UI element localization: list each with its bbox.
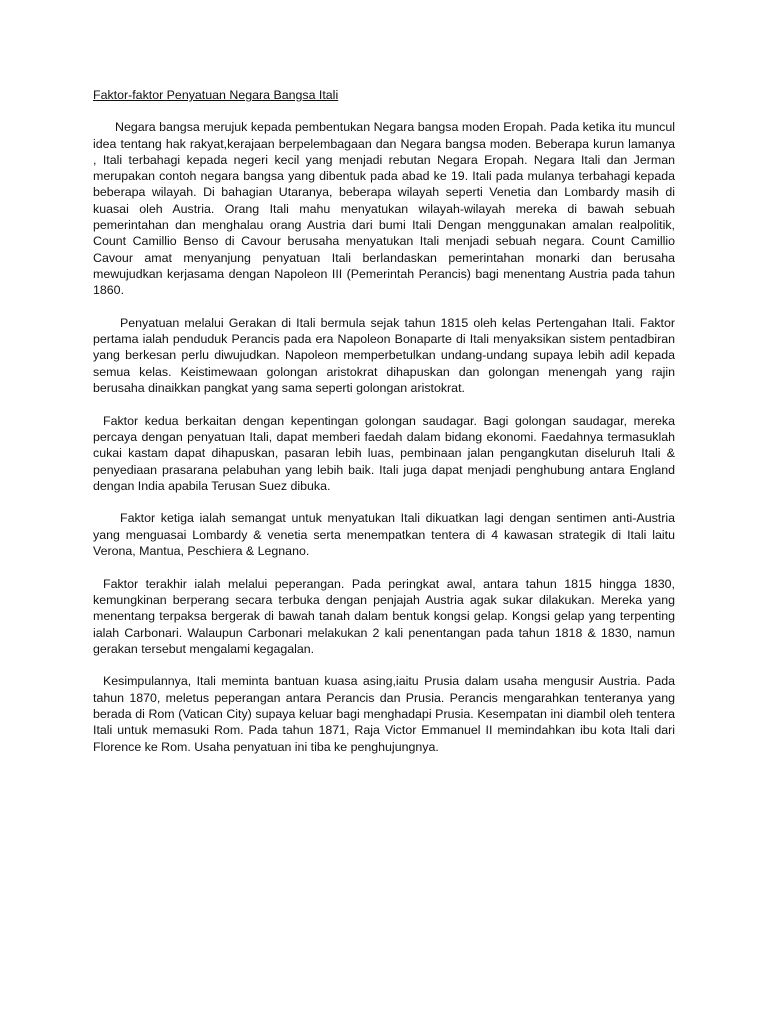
paragraph-first-factor: Penyatuan melalui Gerakan di Itali bermula sejak tahun 1815 oleh kelas Pertengahan Itali. Faktor pertama ialah penduduk Perancis pada era Napoleon Bonaparte di Itali menyaksikan sistem pentadbiran yang berkesan perlu diwujudkan. Napoleon memperbetulkan undang-undang supaya lebih adil kepada semua kelas. Keistimewaan golongan aristokrat dihapuskan dan golongan menengah yang rajin berusaha dinaikkan pangkat yang sama seperti golongan aristokrat.	[93, 315, 675, 396]
document-body	[93, 87, 675, 771]
paragraph-introduction: Negara bangsa merujuk kepada pembentukan Negara bangsa moden Eropah. Pada ketika itu muncul idea tentang hak rakyat,kerajaan berpelembagaan dan Negara bangsa moden. Beberapa kurun lamanya , Itali terbahagi kepada negeri kecil yang menjadi rebutan Negara Eropah. Negara Itali dan Jerman merupakan contoh negara bangsa yang dibentuk pada abad ke 19. Itali pada mulanya terbahagi kepada beberapa wilayah. Di bahagian Utaranya, beberapa wilayah seperti Venetia dan Lombardy masih di kuasai oleh Austria. Orang Itali mahu menyatukan wilayah-wilayah mereka di bawah sebuah pemerintahan dan menghalau orang Austria dari bumi Itali Dengan menggunakan amalan realpolitik, Count Camillio Benso di Cavour berusaha menyatukan Itali menjadi sebuah negara. Count Camillio Cavour amat menyanjung penyatuan Itali berlandaskan pemerintahan monarki dan berusaha mewujudkan kerjasama dengan Napoleon III (Pemerintah Perancis) bagi menentang Austria pada tahun 1860.	[93, 120, 675, 298]
document-title: Faktor-faktor Penyatuan Negara Bangsa Itali	[93, 88, 339, 102]
paragraph-final-factor: Faktor terakhir ialah melalui peperangan. Pada peringkat awal, antara tahun 1815 hingga 1830, kemungkinan berperang secara terbuka dengan penjajah Austria agak sukar dilakukan. Mereka yang menentang terpaksa bergerak di bawah tanah dalam bentuk kongsi gelap. Kongsi gelap yang terpenting ialah Carbonari. Walaupun Carbonari melakukan 2 kali penentangan pada tahun 1818 & 1830, namun gerakan tersebut mengalami kegagalan.	[93, 576, 675, 656]
paragraph-second-factor: Faktor kedua berkaitan dengan kepentingan golongan saudagar. Bagi golongan saudagar, mereka percaya dengan penyatuan Itali, dapat memberi faedah dalam bidang ekonomi. Faedahnya termasuklah cukai kastam dapat dihapuskan, pasaran lebih luas, pembinaan jalan pengangkutan diseluruh Itali & penyediaan prasarana pelabuhan yang lebih baik. Itali juga dapat menjadi penghubung antara England dengan India apabila Terusan Suez dibuka.	[93, 413, 675, 493]
paragraph-conclusion: Kesimpulannya, Itali meminta bantuan kuasa asing,iaitu Prusia dalam usaha mengusir Austria. Pada tahun 1870, meletus peperangan antara Perancis dan Prusia. Perancis mengarahkan tenteranya yang berada di Rom (Vatican City) supaya keluar bagi menghadapi Prusia. Kesempatan ini diambil oleh tentera Itali untuk memasuki Rom. Pada tahun 1871, Raja Victor Emmanuel II memindahkan ibu kota Itali dari Florence ke Rom. Usaha penyatuan ini tiba ke penghujungnya.	[93, 674, 675, 754]
paragraph-third-factor: Faktor ketiga ialah semangat untuk menyatukan Itali dikuatkan lagi dengan sentimen anti-Austria yang menguasai Lombardy & venetia serta menempatkan tentera di 4 kawasan strategik di Itali laitu Verona, Mantua, Peschiera & Legnano.	[93, 511, 675, 559]
